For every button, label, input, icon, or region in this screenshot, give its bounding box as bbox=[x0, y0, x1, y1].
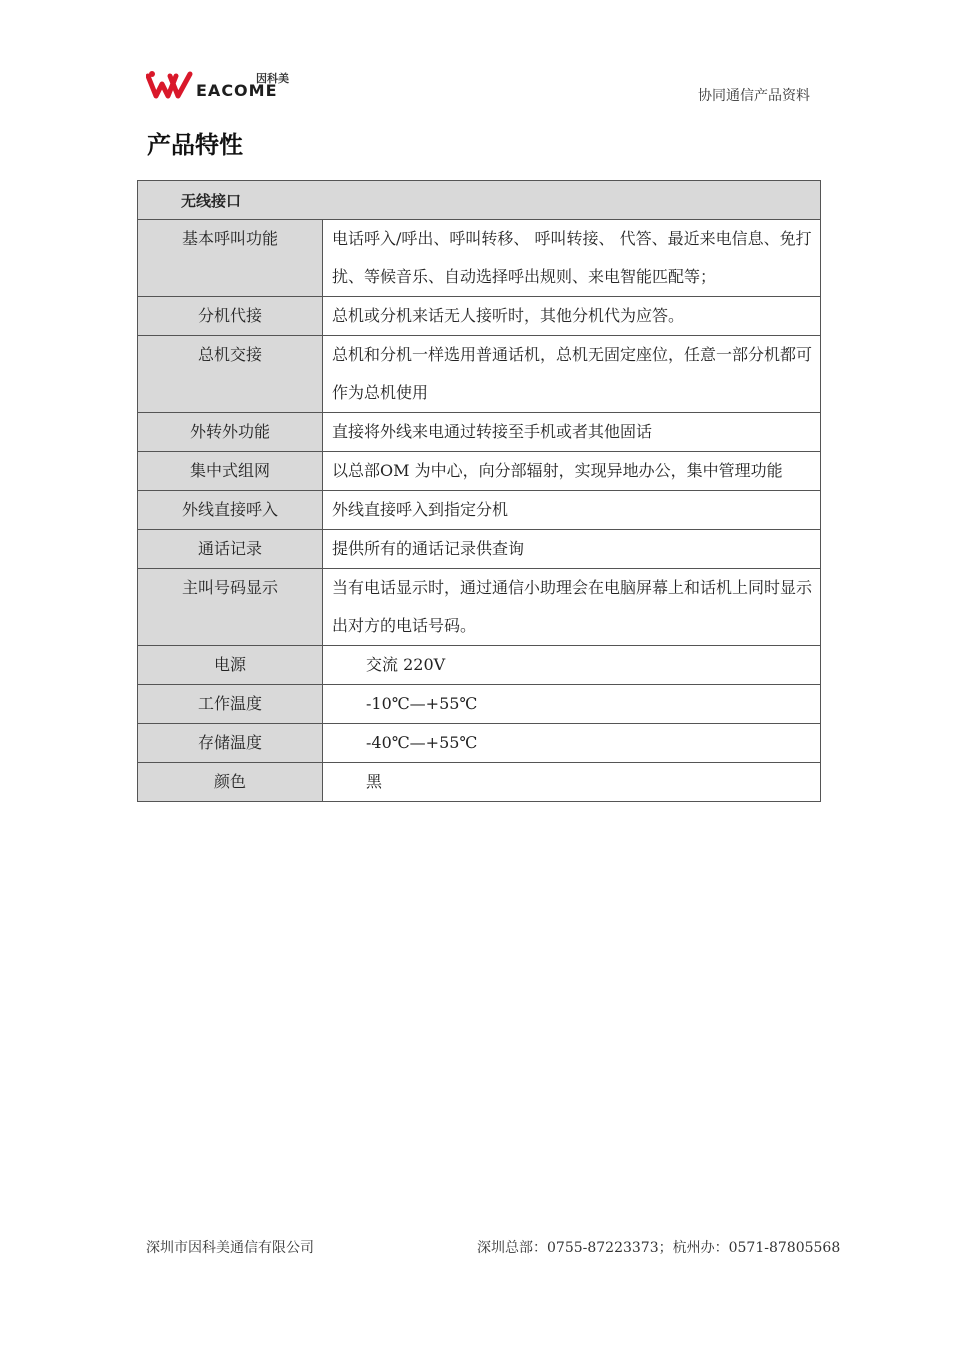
row-label-text: 基本呼叫功能 bbox=[181, 229, 278, 248]
row-label bbox=[138, 452, 323, 491]
table-row bbox=[138, 413, 821, 452]
row-label bbox=[138, 413, 323, 452]
row-value: 总机和分机一样选用普通话机，总机无固定座位，任意一部分机都可作为总机使用 bbox=[323, 336, 821, 413]
row-label bbox=[138, 763, 323, 802]
page-title: 产品特性 bbox=[147, 131, 243, 159]
row-label bbox=[138, 685, 323, 724]
row-label-text: 工作温度 bbox=[197, 694, 262, 713]
company-logo bbox=[146, 70, 298, 100]
table-row bbox=[138, 724, 821, 763]
row-value: 外线直接呼入到指定分机 bbox=[323, 491, 821, 530]
row-value: 黑 bbox=[323, 763, 821, 802]
table-row bbox=[138, 763, 821, 802]
table-row bbox=[138, 336, 821, 413]
row-label bbox=[138, 646, 323, 685]
table-row bbox=[138, 685, 821, 724]
row-label-text: 总机交接 bbox=[197, 345, 262, 364]
row-label-text: 存储温度 bbox=[197, 733, 262, 752]
row-value: -40℃—+55℃ bbox=[323, 724, 821, 763]
table-row bbox=[138, 297, 821, 336]
spec-table bbox=[137, 180, 821, 802]
logo-chinese-text: 因科美 bbox=[256, 72, 289, 85]
row-value: 电话呼入/呼出、呼叫转移、 呼叫转接、 代答、最近来电信息、免打扰、等候音乐、自动选择呼出规则、来电智能匹配等； bbox=[323, 220, 821, 297]
row-label bbox=[138, 491, 323, 530]
row-label-text: 外线直接呼入 bbox=[181, 500, 278, 519]
section-header-row bbox=[138, 181, 821, 220]
document-label: 协同通信产品资料 bbox=[698, 88, 810, 104]
table-row bbox=[138, 220, 821, 297]
row-value: -10℃—+55℃ bbox=[323, 685, 821, 724]
logo-mark-icon bbox=[146, 70, 194, 100]
table-row bbox=[138, 569, 821, 646]
logo-english-text: EACOME bbox=[196, 81, 278, 100]
footer-contacts: 深圳总部：0755-87223373；杭州办：0571-87805568 bbox=[477, 1240, 841, 1256]
row-label bbox=[138, 220, 323, 297]
row-label-text: 主叫号码显示 bbox=[181, 578, 278, 597]
row-label-text: 颜色 bbox=[213, 772, 246, 791]
row-value: 交流 220V bbox=[323, 646, 821, 685]
row-label bbox=[138, 336, 323, 413]
row-value: 提供所有的通话记录供查询 bbox=[323, 530, 821, 569]
row-label-text: 电源 bbox=[213, 655, 246, 674]
row-label-text: 集中式组网 bbox=[189, 461, 270, 480]
row-label bbox=[138, 569, 323, 646]
table-row bbox=[138, 530, 821, 569]
table-row bbox=[138, 452, 821, 491]
row-label-text: 通话记录 bbox=[197, 539, 262, 558]
table-row bbox=[138, 491, 821, 530]
row-value: 直接将外线来电通过转接至手机或者其他固话 bbox=[323, 413, 821, 452]
row-label bbox=[138, 297, 323, 336]
row-label bbox=[138, 724, 323, 763]
row-value: 总机或分机来话无人接听时，其他分机代为应答。 bbox=[323, 297, 821, 336]
footer-company: 深圳市因科美通信有限公司 bbox=[146, 1240, 314, 1256]
row-label-text: 外转外功能 bbox=[189, 422, 270, 441]
row-value: 以总部OM 为中心，向分部辐射，实现异地办公，集中管理功能 bbox=[323, 452, 821, 491]
row-value: 当有电话显示时，通过通信小助理会在电脑屏幕上和话机上同时显示出对方的电话号码。 bbox=[323, 569, 821, 646]
row-label-text: 分机代接 bbox=[197, 306, 262, 325]
row-label bbox=[138, 530, 323, 569]
table-row bbox=[138, 646, 821, 685]
section-header: 无线接口 bbox=[138, 181, 821, 220]
